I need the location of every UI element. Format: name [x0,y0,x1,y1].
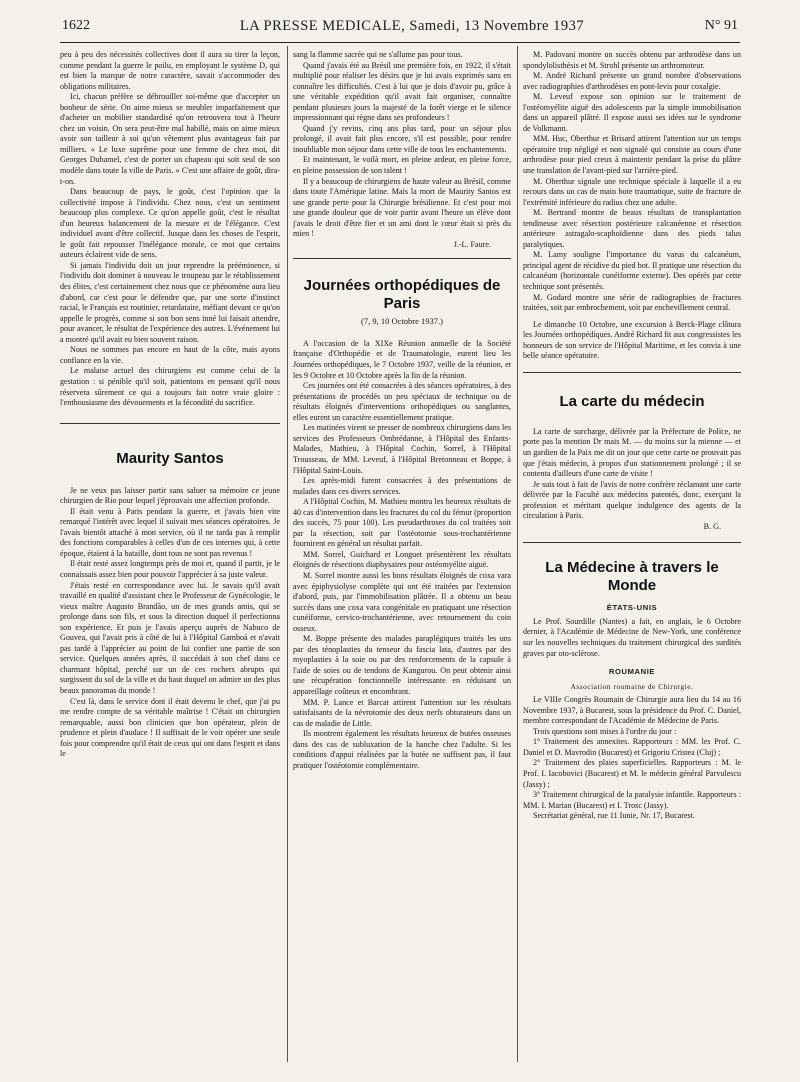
section-rule [523,372,741,373]
santos-paragraph: Quand j'avais été au Brésil une première fois, en 1922, il s'était multiplié pour réaliser les désirs que je lui avais exprimés sans en connaître les difficultés. C'est à lui que je dois d'avoir pu, grâce à une véritable expédition qu'il avait fait organiser, connaître pendant plusieurs jours la majesté de la forêt vierge et le silence impressionnant qui règne dans ses profondeurs ! [293,60,511,123]
association-heading: Association roumaine de Chirurgie. [570,682,694,691]
column-divider-1 [287,46,288,1062]
country-heading-usa: ÉTATS-UNIS [606,603,658,613]
ortho-paragraph: M. Oberthur signale une technique spéciale à laquelle il a eu recours dans un cas de main bote traumatique, suite de fracture de l'extrémité inférieure du radius chez une adulte. [523,176,741,207]
ortho-paragraph: Les matinées virent se presser de nombreux chirurgiens dans les services des Professeurs Ombrédanne, à l'Hôpital des Enfants-Malades, Mathieu, à l'Hôpital Cochin, Sorrel, à l'Hôpital Trousseau, de MM. Leveuf, à l'Hôpital Bretonneau et Boppe, à l'Hôpital Saint-Louis. [293,423,511,475]
ortho-paragraph: Ils montrent également les résultats heureux de butées osseuses dans des cas de subluxation de la hanche chez l'adulte. Si les conditions d'appui réalisées par la butée ne suffisent pas, il faut pratiquer l'ostéotomie complémentaire. [293,729,511,770]
journal-title: LA PRESSE MEDICALE, Samedi, 13 Novembre 1937 [239,18,585,34]
roumanie-paragraph: 3° Traitement chirurgical de la paralysie infantile. Rapporteurs : MM. I. Marian (Bucarest) et I. Trosc (Jassy). [523,790,741,810]
article-paragraph: Si jamais l'individu doit un jour reprendre la prééminence, si l'individu doit dominer à nouveau le troupeau par le rétablissement des élites, c'est certainement chez nous que ce phénomène aura lieu d'abord, car c'est pour le défendre que, par une sorte d'instinct racial, le Français est routinier, retardataire, méfiant devant ce qu'on appelle le progrès, comme si son bon sens inné lui faisait attendre, pour avancer, le résultat de l'expérience des autres. L'événement lui a montré qu'il avait eu bien souvent raison. [60,260,280,344]
ortho-paragraph: M. André Richard présente un grand nombre d'observations avec radiographies d'arthrodèses en pont-levis pour coxalgie. [523,71,741,91]
roumanie-paragraph: Trois questions sont mises à l'ordre du jour : [533,726,677,736]
ortho-paragraph: A l'Hôpital Cochin, M. Mathieu montra les heureux résultats de 40 cas d'intervention dans les fractures du col du fémur (proportion des succès, 75 pour 100). Les pseudarthroses du col traitées soit par la résection, soit par l'ostéotomie sous-trochantérienne fournirent en général un résultat parfait. [293,497,511,549]
usa-paragraph: Le Prof. Sourdille (Nantes) a fait, en anglais, le 6 Octobre dernier, à l'Académie de Médecine de New-York, une conférence sur les nouvelles techniques du traitement chirurgical des surdités graves par oto-sclérose. [523,616,741,658]
section-rule [293,258,511,259]
ortho-paragraph: M. Godard montre une série de radiographies de fractures traitées, soit par embrochement, soit par enchevillement central. [523,292,741,313]
santos-paragraph: Il était resté assez longtemps près de moi et, quand il partit, je le connaissais assez bien pour pouvoir l'apprécier à sa juste valeur. [60,559,280,579]
section-title-monde: La Médecine à travers le Monde [545,559,719,595]
roumanie-paragraph: 2° Traitement des plaies superficielles. Rapporteurs : M. le Prof. I. Iacobovici (Bucarest) et M. le médecin général Parvulescu (Jassy) ; [523,758,741,789]
santos-paragraph: sang la flamme sacrée qui ne s'allume pas pour tous. [293,50,463,59]
column-divider-2 [517,46,518,1062]
ortho-paragraph: MM. Sorrel, Guichard et Longuet présentèrent les résultats éloignés de résections diaphysaires pour ostéomyélite aiguë. [293,549,511,570]
roumanie-paragraph: Le VIIIe Congrès Roumain de Chirurgie aura lieu du 14 au 16 Novembre 1937, à Bucarest, sous la présidence du Prof. C. Daniel, membre correspondant de l'Académie de Médecine de Paris. [523,695,741,726]
santos-paragraph: Il y a beaucoup de chirurgiens de haute valeur au Brésil, comme dans toute l'Amérique latine. Mais la mort de Maurity Santos est une grande perte pour la Chirurgie brésilienne. Et c'est pour moi une grande douleur que de voir partir avant l'heure un élève dont j'avais le droit d'être fier et un ami dont le cœur était si près du mien ! [293,176,511,239]
section-title-orthopedics: Journées orthopédiques de Paris [303,277,501,313]
page-number: 1622 [62,18,90,33]
article-paragraph: Nous ne sommes pas encore en haut de la côte, mais ayons confiance en la vie. [60,345,280,365]
page-header [62,18,738,40]
santos-paragraph: Il était venu à Paris pendant la guerre, et j'avais bien vite remarqué l'intérêt avec lequel il suivait mes séances opératoires. Je l'avais bientôt attaché à mon service, où il ne tarda pas à remplir des fonctions comparables à celles d'un de ces internes qui, à cette époque, étaient à la bataille, dont tous ne sont pas revenus ! [60,506,280,558]
carte-paragraph: Je suis tout à fait de l'avis de notre confrère réclamant une carte délivrée par la Faculté aux médecins patentés, donc, exerçant la profession et méritant quelque indulgence des agents de la circulation à Paris. [523,479,741,521]
article-paragraph: Le malaise actuel des chirurgiens est comme celui de la gestation : si pénible qu'il soit, patientons en pensant qu'il nous réservera sûrement ce qui a toujours fait notre vraie gloire : l'enthousiasme des dévouements et la fécondité du sacrifice. [60,366,280,408]
section-dates: (7, 9, 10 Octobre 1937.) [361,316,443,327]
carte-paragraph: La carte de surcharge, délivrée par la Préfecture de Police, ne porte pas la mention Dr mais M. — du moins sur la mienne — et un gardien de la Paix me dit un jour que cette carte ne prouvait pas que j'étais médecin, à propos d'un stationnement prolongé ; il se contenta d'ailleurs d'une carte de visite ! [523,426,741,479]
country-heading-roumanie: ROUMANIE [608,667,656,677]
column-left [60,50,280,1060]
article-paragraph: Dans beaucoup de pays, le goût, c'est l'opinion que la collectivité impose à l'individu. Chez nous, c'est un sentiment beaucoup plus complexe. Ce qu'on appelle goût, c'est le résultat d'un heureux balancement de la mesure et de l'élégance. C'est individuel avant d'être collectif. Jusque dans les choses de l'esprit, le goût fait repousser l'inélégance morale, ce mot que certains auteurs éclairent vide de sens. [60,187,280,260]
article-paragraph: peu à peu des nécessités collectives dont il aura su tirer la leçon, comme pendant la guerre le poilu, en employant le système D, qui est bien la marque de notre caractère, savait s'accommoder des obligations militaires. [60,50,280,91]
ortho-paragraph: M. Bertrand montre de beaux résultats de transplantation tendineuse avec résection postérieure calcanéenne et résection antérieure astragalo-scaphoïdienne dans des pieds talus paralytiques. [523,208,741,249]
ortho-paragraph: M. Leveuf expose son opinion sur le traitement de l'ostéomyélite aiguë des adolescents par la simple immobilisation dans un appareil plâtré. Il expose aussi ses idées sur le syndrome de Volkmann. [523,92,741,133]
ortho-paragraph: MM. P. Lance et Barcat attirent l'attention sur les résultats satisfaisants de la névrotomie des deux nerfs obturateurs dans un cas de maladie de Little. [293,697,511,728]
section-rule [523,542,741,543]
ortho-paragraph: A l'occasion de la XIXe Réunion annuelle de la Société française d'Orthopédie et de Traumatologie, eurent lieu les Journées orthopédiques, le 7 Octobre 1937, veille de la réunion, et les 9 Octobre et 10 Octobre après la fin de la réunion. [293,338,511,380]
section-rule [60,423,280,424]
ortho-paragraph: MM. Huc, Oberthur et Brisard attirent l'attention sur un temps opératoire trop négligé et non signalé qui consiste au cours d'une arthrodèse pour pied creux à maintenir pendant la prise du plâtre une translation de l'avant-pied sur l'arrière-pied. [523,134,741,176]
santos-paragraph: J'étais resté en correspondance avec lui. Je savais qu'il avait travaillé en qualité d'assistant chez le Professeur de Gynécologie, le vieux maître Augusto Brandão, un de mes grands amis, qui se prolonge dans son fils, et sous la direction duquel il perfectionna son expérience. Et puis je l'avais aperçu auprès de Nabuco de Gouvea, qui l'avait pris à côté de lui à l'Hôpital Gamboá et n'avait pas tardé à l'apprécier au point de lui confier une partie de son service. Quelques années après, il succédait à son chef dans ce charmant hôpital, perché sur un de ces rochers abrupts qui surgissent du sol de la ville et du haut duquel on admire un des plus beaux panoramas du monde ! [60,580,280,695]
ortho-paragraph: Les après-midi furent consacrées à des présentations de malades dans ces divers services. [293,476,511,496]
header-rule [60,42,740,43]
ortho-paragraph: M. Boppe présente des malades paraplégiques traités les uns par des ténoplasties du tenseur du fascia lata, d'autres par des myoplasties à la soie ou par des renforcements de la capsule à l'aide de soies ou de tendons de Kangurou. On peut obtenir ainsi une récupération fonctionnelle intéressante en réduisant un appareillage coûteux et encombrant. [293,634,511,696]
section-title-carte: La carte du médecin [559,392,705,410]
roumanie-paragraph: 1° Traitement des annexites. Rapporteurs : MM. les Prof. C. Daniel et D. Mavrodin (Bucarest) et Grigoriu Cristea (Cluj) ; [523,737,741,757]
ortho-paragraph: Le dimanche 10 Octobre, une excursion à Berck-Plage clôtura les Journées orthopédiques. André Richard fit aux congressistes les honneurs de son service de l'Hôpital Maritime, et les convia à une belle séance opératoire. [523,319,741,361]
ortho-paragraph: M. Lamy souligne l'importance du varus du calcanéum, principal agent de récidive du pied bot. Il pratique une résection du calcanéum (horizontale cunéiforme externe). Des opérés par cette technique sont présentés. [523,250,741,292]
column-right [523,50,741,1060]
santos-paragraph: C'est là, dans le service dont il était devenu le chef, que j'ai pu me rendre compte de sa véritable maîtrise ! C'était un chirurgien remarquable, aussi bon clinicien que bon opérateur, plein de prudence et plein d'audace ! Il suffisait de le voir opérer une seule fois pour comprendre qu'il était de ceux qui ont dans l'esprit et dans le [60,696,280,759]
author-signature: J.-L. Faure. [453,239,491,249]
column-middle [293,50,511,1060]
ortho-paragraph: M. Sorrel montre aussi les bons résultats éloignés de coxa vara avec épiphysiolyse complète qui ont été traitées par l'extension d'abord, puis, par l'immobilisation plâtrée. Il a obtenu un beau succès dans une coxa vara congénitale en pratiquant une résection cunéiforme, cervico-trochantérienne, avec retournement du coin osseux. [293,570,511,633]
santos-paragraph: Et maintenant, le voilà mort, en pleine ardeur, en pleine force, en pleine possession de son talent ! [293,155,511,176]
ortho-paragraph: M. Padovani montre un succès obtenu par arthrodèse dans un spondylolisthésis et M. Strohl présente un arthromoteur. [523,50,741,70]
roumanie-paragraph: Secrétariat général, rue 11 Iunie, Nr. 17, Bucarest. [533,811,695,821]
santos-paragraph: Je ne veux pas laisser partir sans saluer sa mémoire ce jeune chirurgien de Rio pour lequel j'éprouvais une affection profonde. [60,485,280,506]
article-paragraph: Ici, chacun préfère se débrouiller soi-même que d'accepter un bonheur de série. On aime mieux se meubler imparfaitement que d'acheter un mobilier standardisé qu'on retrouvera tout à l'heure chez un voisin. On sera peut-être mal habillé, mais on aime mieux avoir son tailleur à soi qu'un vêtement plus avantageux fait par milliers. « Le luxe suprême pour une femme de chez moi, dit Georges Duhamel, c'est de porter un chapeau qui soit seul de son modèle dans toute la ville de Paris. » C'est une affaire de goût, dira-t-on. [60,92,280,186]
santos-paragraph: Quand j'y revins, cinq ans plus tard, pour un séjour plus prolongé, il avait fait plus encore, s'il est possible, pour rendre inoubliable mon séjour dans cette ville de tous les enchantements. [293,123,511,154]
section-title-santos: Maurity Santos [116,449,224,467]
carte-signature: B. G. [703,521,721,531]
ortho-paragraph: Ces journées ont été consacrées à des séances opératoires, à des présentations de procédés un peu spéciaux de technique ou de résultats éloignés d'interventions orthopédiques ou sanglantes, elles eurent un caractère essentiellement pratique. [293,381,511,422]
issue-number: N° 91 [704,18,738,33]
